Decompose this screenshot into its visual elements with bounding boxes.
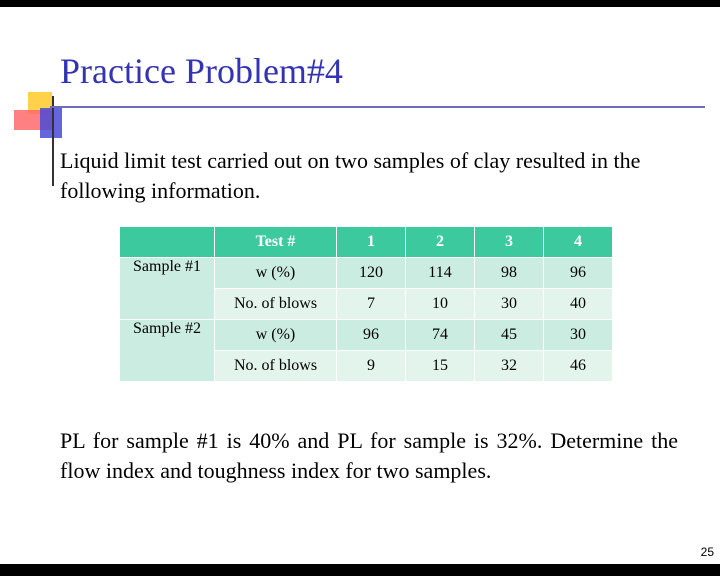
header-cell-test: Test # [215,227,337,258]
row-label: No. of blows [215,289,337,320]
header-cell-4: 4 [544,227,613,258]
table-cell: 96 [337,320,406,351]
table-cell: 96 [544,258,613,289]
table-cell: 32 [475,351,544,382]
table-cell: 7 [337,289,406,320]
table-cell: 46 [544,351,613,382]
problem-text: PL for sample #1 is 40% and PL for sample is 32%. Determine the flow index and toughness index for two samples. [60,428,678,483]
table-cell: 114 [406,258,475,289]
table-header-row [120,227,613,258]
table-cell: 120 [337,258,406,289]
title-underline [50,106,705,108]
intro-text: Liquid limit test carried out on two samples of clay resulted in the following information. [60,148,641,203]
table-cell: 98 [475,258,544,289]
sample-label: Sample #2 [120,320,215,382]
sample-label: Sample #1 [120,258,215,320]
table-cell: 45 [475,320,544,351]
table-row [120,258,613,289]
row-label: w (%) [215,320,337,351]
table-cell: 40 [544,289,613,320]
decor-vertical-line [52,96,54,186]
table-row [120,320,613,351]
table-cell: 30 [544,320,613,351]
table-cell: 30 [475,289,544,320]
table-cell: 10 [406,289,475,320]
header-cell-3: 3 [475,227,544,258]
liquid-limit-table [120,227,613,382]
row-label: No. of blows [215,351,337,382]
decor-square-blue [40,108,62,138]
page-number: 25 [700,545,714,559]
table-cell: 74 [406,320,475,351]
bottom-border [0,564,720,576]
header-cell-2: 2 [406,227,475,258]
header-cell-1: 1 [337,227,406,258]
table-cell: 15 [406,351,475,382]
row-label: w (%) [215,258,337,289]
top-border [0,0,720,7]
slide-title: Practice Problem#4 [60,51,343,91]
header-cell-empty [120,227,215,258]
table-cell: 9 [337,351,406,382]
